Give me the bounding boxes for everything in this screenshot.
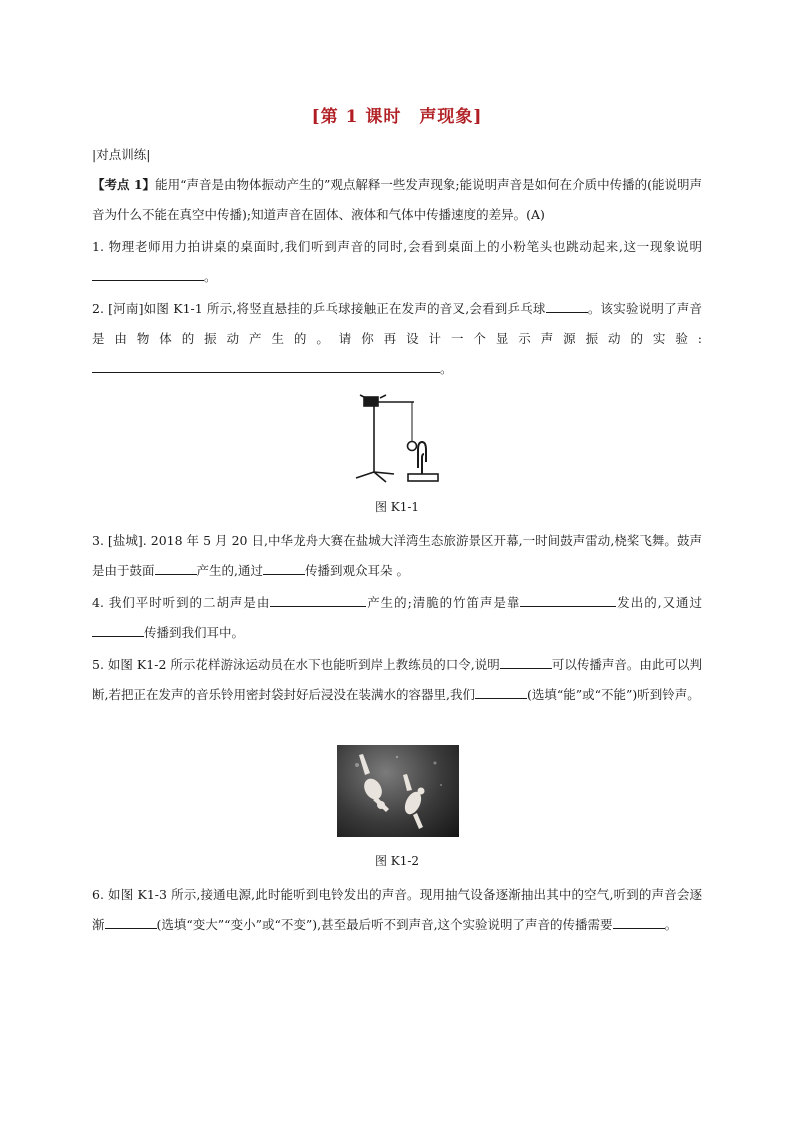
- q4-text-d: 传播到我们耳中。: [144, 625, 245, 640]
- kaodian-text: 能用“声音是由物体振动产生的”观点解释一些发声现象;能说明声音是如何在介质中传播的(能说明声音为什么不能在真空中传播);知道声音在固体、液体和气体中传播速度的差异。(A): [92, 177, 702, 222]
- q1-text-a: 1. 物理老师用力拍讲桌的桌面时,我们听到声音的同时,会看到桌面上的小粉笔头也跳动起来,这一现象说明: [92, 239, 702, 254]
- q2-text-c: 。: [440, 361, 453, 376]
- q4-blank-3[interactable]: [92, 622, 144, 637]
- q2-text-b: 。该实验说明了声音是由物体的振动产生的。请你再设计一个显示声源振动的实验:: [92, 301, 702, 346]
- figure-k1-2-caption: 图 K1-2: [374, 854, 420, 868]
- q5-text-c: (选填“能”或“不能”)听到铃声。: [526, 687, 700, 702]
- question-2: [92, 294, 702, 384]
- q6-blank-1[interactable]: [105, 914, 157, 929]
- resonance-box: [408, 474, 438, 481]
- q4-blank-1[interactable]: [270, 592, 366, 607]
- q5-blank-1[interactable]: [500, 654, 552, 669]
- tuning-fork-apparatus-figure: [346, 392, 446, 486]
- q6-text-a: 6. 如图 K1-3 所示,接通电源,此时能听到电铃发出的声音。现用抽气设备逐渐抽出其中的空气,听到的声音会逐渐: [92, 887, 702, 932]
- q6-text-b: (选填“变大”“变小”或“不变”),甚至最后听不到声音,这个实验说明了声音的传播需要: [156, 917, 613, 932]
- ping-pong-ball: [408, 442, 417, 451]
- stand-base: [356, 472, 394, 482]
- kaodian-paragraph: [92, 170, 702, 230]
- q4-text-b: 产生的;清脆的竹笛声是靠: [366, 595, 521, 610]
- q3-blank-1[interactable]: [155, 560, 197, 575]
- q5-text-a: 5. 如图 K1-2 所示花样游泳运动员在水下也能听到岸上教练员的口令,说明: [92, 657, 500, 672]
- q1-text-b: 。: [204, 269, 217, 284]
- lesson-title: [第 1 课时 声现象]: [311, 107, 483, 127]
- clamp: [364, 397, 378, 406]
- q3-text-c: 传播到观众耳朵 。: [305, 563, 409, 578]
- kaodian-tag: 【考点 1】: [92, 177, 156, 192]
- q6-text-c: 。: [664, 917, 678, 932]
- figure-k1-1-caption: 图 K1-1: [374, 500, 420, 514]
- q2-blank-1[interactable]: [546, 298, 588, 313]
- section-label: |对点训练|: [92, 147, 151, 162]
- q4-text-a: 4. 我们平时听到的二胡声是由: [92, 595, 271, 610]
- question-3: [92, 526, 702, 586]
- q2-blank-2[interactable]: [92, 358, 440, 373]
- question-1: [92, 232, 702, 292]
- q6-blank-2[interactable]: [613, 914, 665, 929]
- question-6: [92, 880, 702, 940]
- q4-blank-2[interactable]: [520, 592, 616, 607]
- q3-text-a: 3. [盐城]. 2018 年 5 月 20 日,中华龙舟大赛在盐城大洋湾生态旅游景区开幕,一时间鼓声雷动,桡桨飞舞。鼓声是由于鼓面: [92, 533, 702, 578]
- q2-text-a: 2. [河南]如图 K1-1 所示,将竖直悬挂的乒乓球接触正在发声的音叉,会看到乒乓球: [92, 301, 546, 316]
- q3-blank-2[interactable]: [263, 560, 305, 575]
- question-5: [92, 650, 702, 710]
- q5-blank-2[interactable]: [475, 684, 527, 699]
- tuning-fork: [418, 442, 426, 468]
- q3-text-b: 产生的,通过: [196, 563, 263, 578]
- q4-text-c: 发出的,又通过: [616, 595, 702, 610]
- synchronized-swimming-photo: [337, 745, 459, 837]
- q1-blank[interactable]: [92, 266, 204, 281]
- q5-text-b: 可以传播声音。由此可以判断,若把正在发声的音乐铃用密封袋封好后浸没在装满水的容器里,我们: [92, 657, 702, 702]
- question-4: [92, 588, 702, 648]
